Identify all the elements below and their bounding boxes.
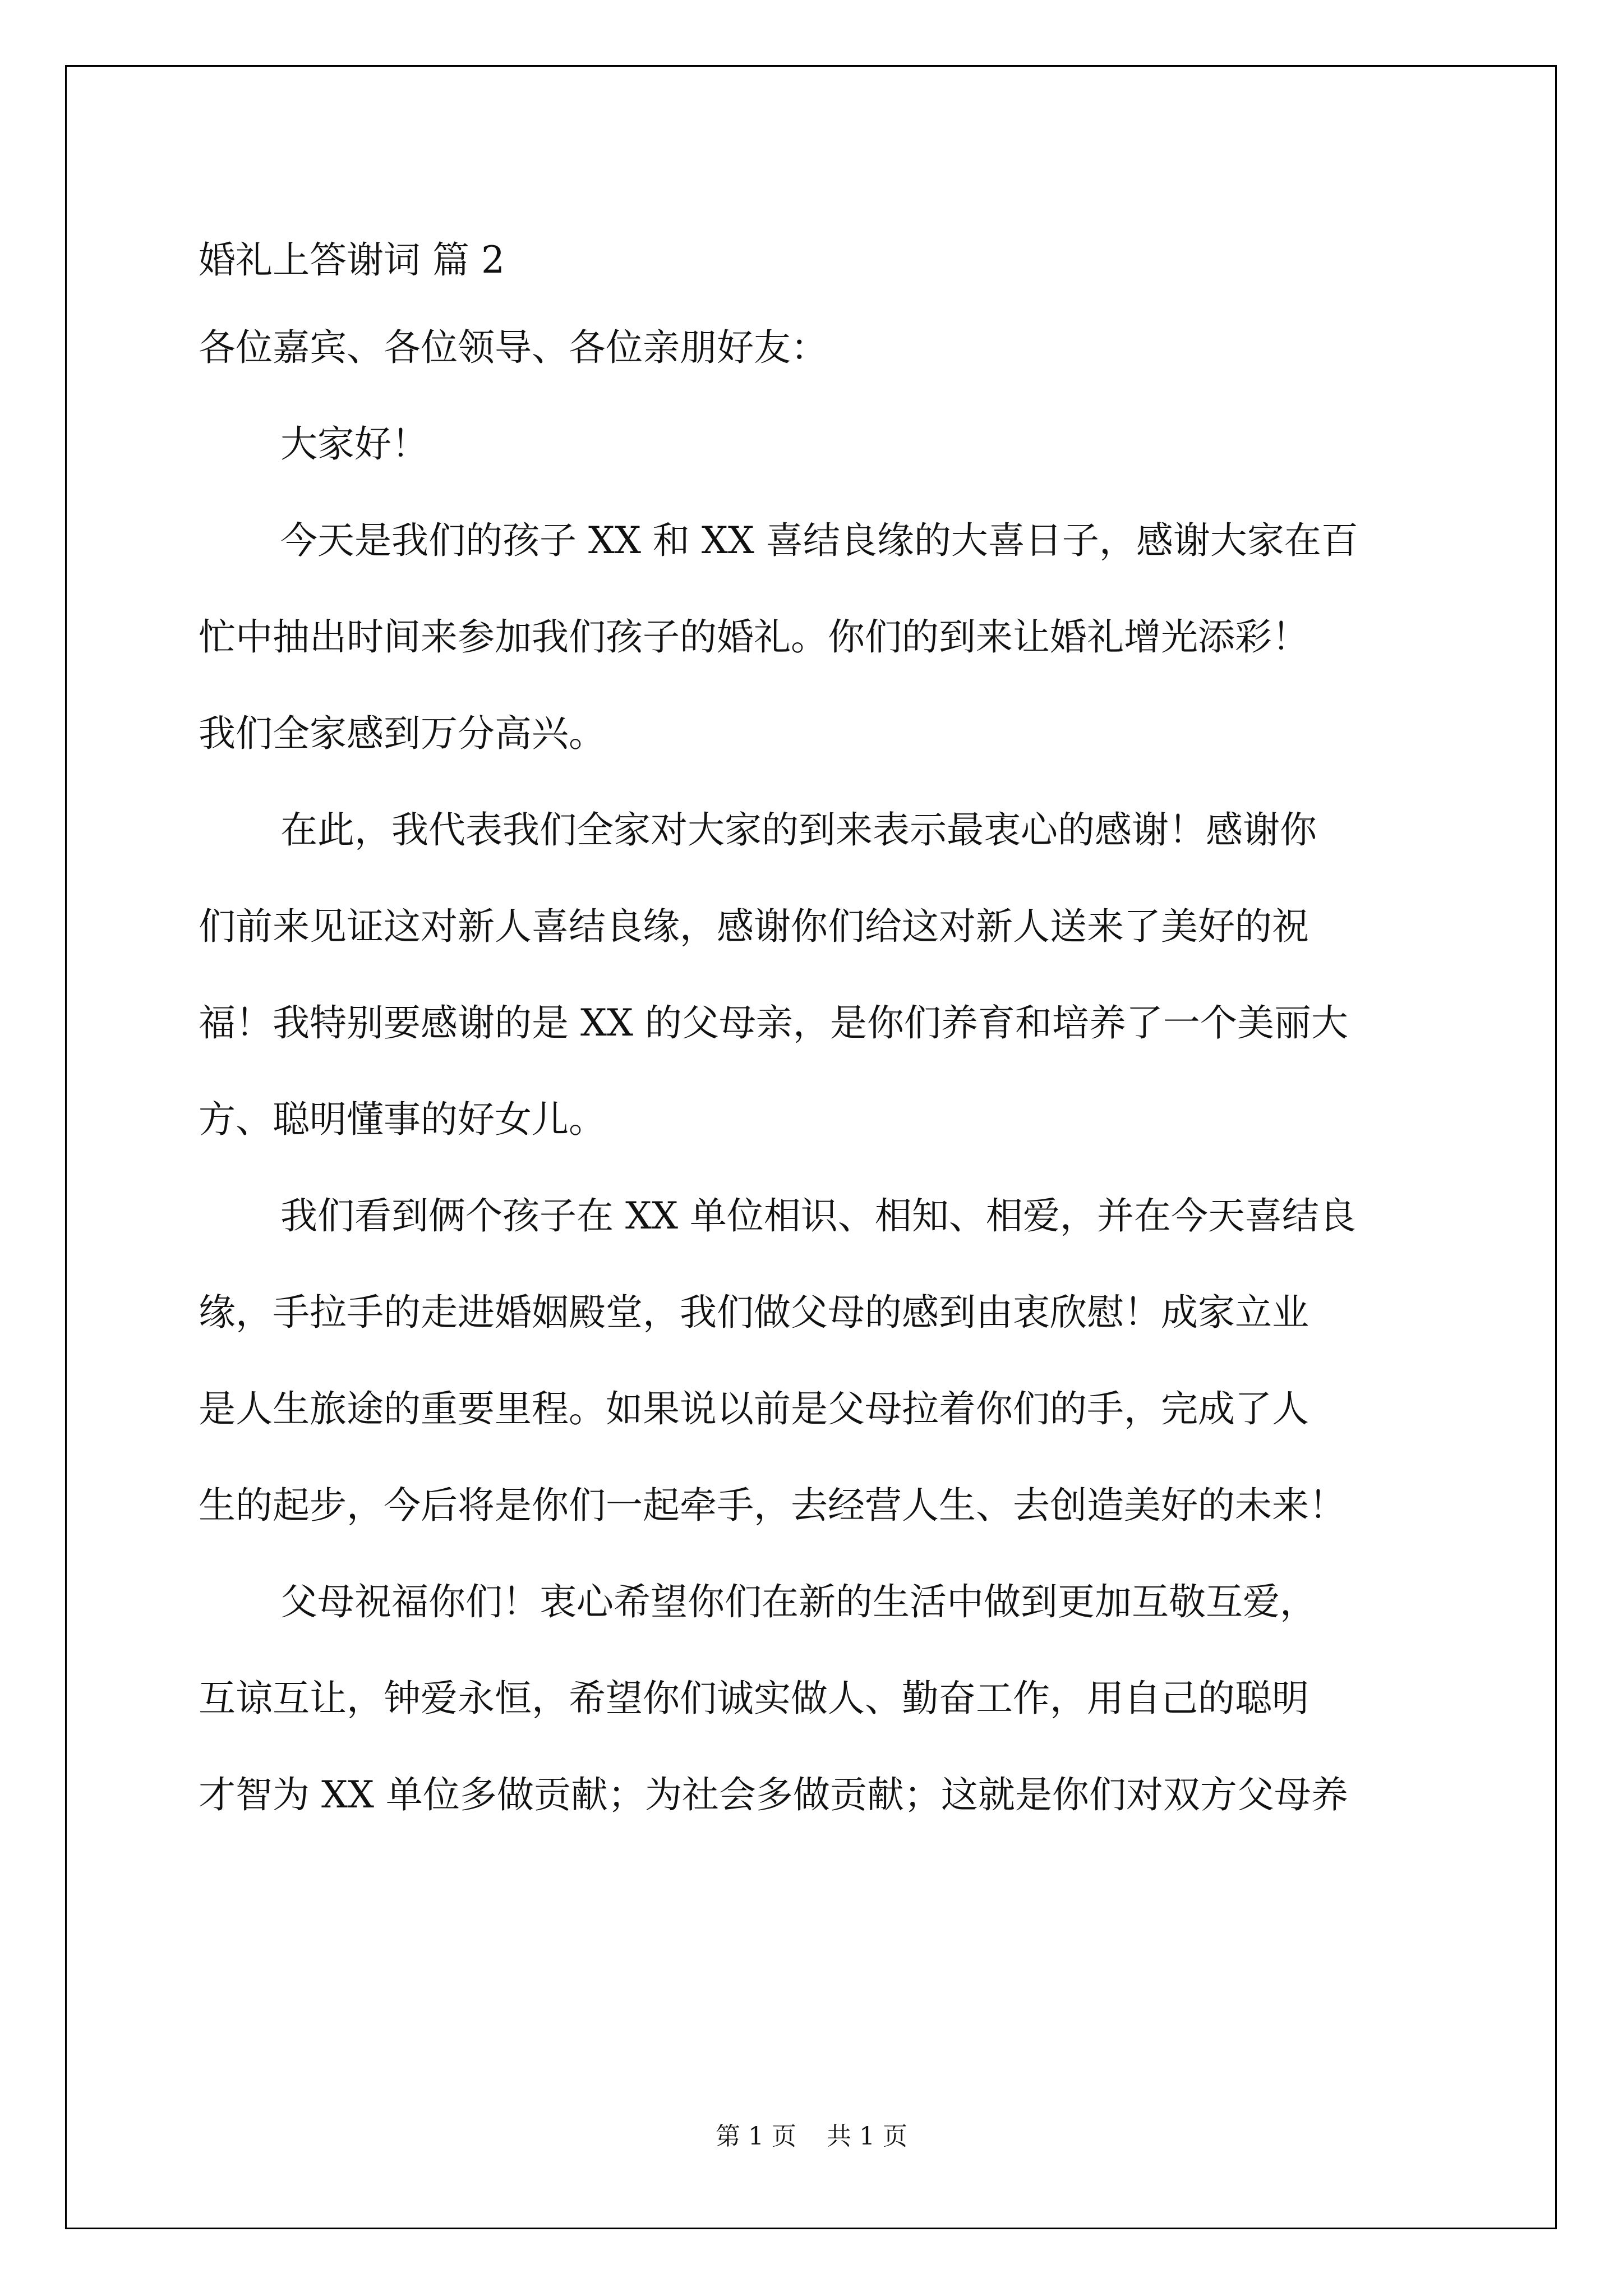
text-line: 大家好！ [280, 422, 428, 466]
text-line: 忙中抽出时间来参加我们孩子的婚礼。你们的到来让婚礼增光添彩！ [199, 615, 1309, 659]
text-line: 是人生旅途的重要里程。如果说以前是父母拉着你们的手，完成了人 [199, 1387, 1309, 1430]
text-line: 在此，我代表我们全家对大家的到来表示最衷心的感谢！感谢你 [280, 808, 1317, 852]
text-line: 父母祝福你们！衷心希望你们在新的生活中做到更加互敬互爱， [280, 1580, 1317, 1623]
text-line: 生的起步，今后将是你们一起牵手，去经营人生、去创造美好的未来！ [199, 1484, 1346, 1527]
text-line: 们前来见证这对新人喜结良缘，感谢你们给这对新人送来了美好的祝 [199, 905, 1309, 948]
page-number: 第 1 页 [716, 2122, 796, 2151]
page-footer [0, 2116, 1623, 2152]
text-line: 今天是我们的孩子 XX 和 XX 喜结良缘的大喜日子，感谢大家在百 [280, 519, 1358, 562]
text-line: 缘，手拉手的走进婚姻殿堂，我们做父母的感到由衷欣慰！成家立业 [199, 1291, 1309, 1334]
document-title: 婚礼上答谢词 篇 2 [199, 238, 505, 282]
text-line: 各位嘉宾、各位领导、各位亲朋好友： [199, 326, 828, 369]
text-line: 才智为 XX 单位多做贡献；为社会多做贡献；这就是你们对双方父母养 [199, 1773, 1348, 1816]
page-total: 共 1 页 [827, 2122, 907, 2151]
text-line: 福！我特别要感谢的是 XX 的父母亲，是你们养育和培养了一个美丽大 [199, 1001, 1348, 1045]
text-line: 互谅互让，钟爱永恒，希望你们诚实做人、勤奋工作，用自己的聪明 [199, 1677, 1309, 1720]
text-line: 我们看到俩个孩子在 XX 单位相识、相知、相爱，并在今天喜结良 [280, 1194, 1356, 1237]
document-body [199, 325, 1432, 1869]
text-line: 我们全家感到万分高兴。 [199, 712, 606, 755]
text-line: 方、聪明懂事的好女儿。 [199, 1098, 606, 1141]
